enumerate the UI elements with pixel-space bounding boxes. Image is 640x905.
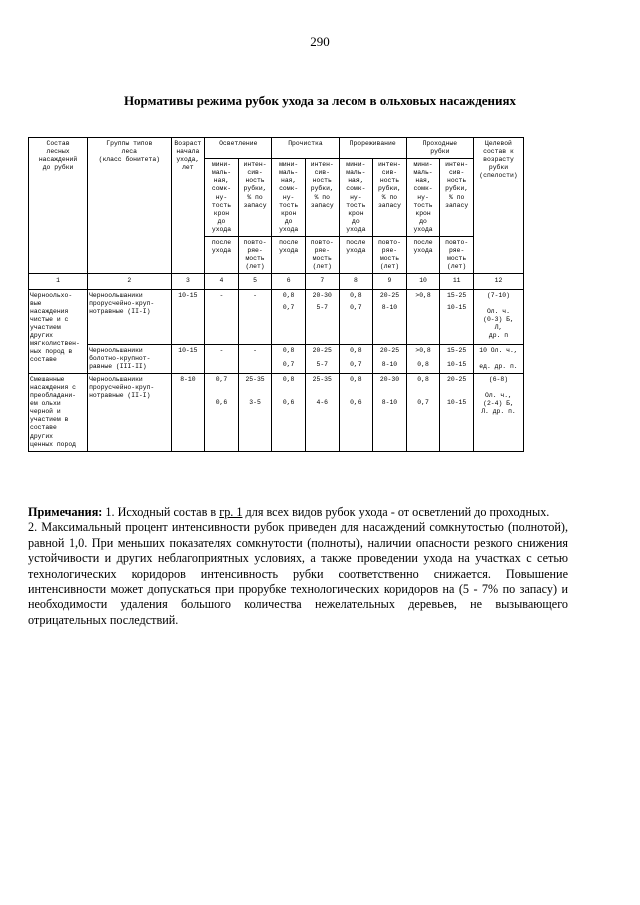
column-number: 11 [440,274,474,289]
header-age: Возраст начала ухода, лет [171,138,205,274]
column-number: 9 [373,274,407,289]
header-prokhodnye: Проходные рубки [406,138,473,159]
header-after: после ухода [339,237,373,274]
cell-value: 8-10 [373,397,407,452]
column-number: 5 [238,274,272,289]
header-repeat: повто- ряе- мость (лет) [238,237,272,274]
cell-value: 8-10 [373,302,407,345]
cell-value: 20-25 [440,373,474,396]
table-row [29,373,524,396]
header-after: после ухода [205,237,239,274]
cell-value [205,302,239,345]
cell-value: 25-35 [238,373,272,396]
cell-value: 0,7 [272,302,306,345]
header-composition: Состав лесных насаждений до рубки [29,138,88,274]
header-repeat: повто- ряе- мость (лет) [373,237,407,274]
cell-value [406,302,440,345]
cell-value: >0,8 [406,289,440,302]
cell-value: 0,6 [205,397,239,452]
cell-value: 0,6 [272,397,306,452]
column-number: 12 [473,274,523,289]
cell-value: 0,7 [339,302,373,345]
header-osvetlenie: Осветление [205,138,272,159]
column-number: 2 [88,274,172,289]
header-min-density: мини- маль- ная, сомк- ну- тость крон до ухода [406,159,440,237]
header-min-density: мини- маль- ная, сомк- ну- тость крон до ухода [205,159,239,237]
note-1-text: 1. Исходный состав в [102,505,220,519]
header-min-density: мини- маль- ная, сомк- ну- тость крон до ухода [272,159,306,237]
cell-value: 0,7 [272,359,306,374]
cell-group: Черноольшаники прорусчейно-круп- нотравные (II-I) [88,289,172,344]
cell-value: 20-25 [373,344,407,359]
table-header-row [29,138,524,159]
standards-table [28,137,524,452]
header-prochistka: Прочистка [272,138,339,159]
cell-value: 15-25 [440,344,474,359]
table-row [29,289,524,302]
cell-value: - [238,344,272,359]
column-number: 7 [305,274,339,289]
notes-section [28,505,568,628]
cell-group: Черноольшаники болотно-крупнот- равные (III-II) [88,344,172,373]
cell-value: 3-5 [238,397,272,452]
cell-value: 20-25 [373,289,407,302]
header-groups: Группы типов леса (класс бонитета) [88,138,172,274]
cell-value: 20-30 [305,289,339,302]
cell-value: 0,7 [339,359,373,374]
header-min-density: мини- маль- ная, сомк- ну- тость крон до ухода [339,159,373,237]
header-after: после ухода [406,237,440,274]
cell-target: (7-10) Ол. ч. (0-3) Б, Л, др. п [473,289,523,344]
cell-value: 0,8 [272,373,306,396]
cell-value: - [205,344,239,359]
cell-age: 10-15 [171,344,205,373]
cell-group: Черноольшаники прорусчейно-круп- нотравные (II-I) [88,373,172,451]
cell-value: 0,8 [272,289,306,302]
page-number: 290 [310,34,330,49]
cell-value: 8-10 [373,359,407,374]
cell-value: - [205,289,239,302]
cell-target: 10 Ол. ч., ед. др. п. [473,344,523,373]
header-repeat: повто- ряе- мость (лет) [440,237,474,274]
header-intensity: интен- сив- ность рубки, % по запасу [373,159,407,237]
header-target: Целевой состав к возрасту рубки (спелости) [473,138,523,274]
header-after: после ухода [272,237,306,274]
cell-value: 20-25 [305,344,339,359]
cell-value: 0,7 [205,373,239,396]
document-title: Нормативы режима рубок ухода за лесом в ольховых насаждениях [123,93,517,108]
cell-value: 5-7 [305,359,339,374]
cell-value: 0,8 [406,359,440,374]
column-number-row [29,274,524,289]
cell-value: 0,8 [339,289,373,302]
column-number: 10 [406,274,440,289]
cell-value: 0,8 [339,344,373,359]
cell-age: 8-10 [171,373,205,451]
cell-age: 10-15 [171,289,205,344]
column-number: 1 [29,274,88,289]
notes-label: Примечания: [28,505,103,519]
cell-value: 15-25 [440,289,474,302]
note-1 [28,505,568,520]
note-1-text-end: для всех видов рубок ухода - от осветлений до проходных. [242,505,550,519]
cell-value: >0,8 [406,344,440,359]
cell-value: - [238,289,272,302]
cell-value: 10-15 [440,302,474,345]
note-2: 2. Максимальный процент интенсивности рубок приведен для насаждений сомкнутостью (полнотой), равной 1,0. При меньших показателях сомкнутости (полноты), наличии опасности резкого снижения устойчивости и других неблагоприятных условиях, а также проведении ухода на участках с сетью технологических коридоров интенсивность рубки соответственно снижается. Повышение интенсивности может допускаться при прорубке технологических коридоров на (5 - 7% по запасу) и необходимости удаления большого количества нежелательных деревьев, не вызывающего отрицательных последствий. [28,520,568,627]
cell-value: 0,8 [272,344,306,359]
table-row [29,344,524,359]
column-reference-link[interactable]: гр. 1 [219,505,243,519]
column-number: 8 [339,274,373,289]
cell-value: 5-7 [305,302,339,345]
cell-target: (6-8) Ол. ч., (2-4) Б, Л. др. п. [473,373,523,451]
column-number: 6 [272,274,306,289]
cell-composition: Черноольхо- вые насаждения чистые и с участием других мягколиствен- ных пород в составе [29,289,88,373]
header-prorezhivanie: Прореживание [339,138,406,159]
cell-value: 25-35 [305,373,339,396]
cell-value [238,302,272,345]
header-intensity: интен- сив- ность рубки, % по запасу [440,159,474,237]
cell-value: 0,7 [406,397,440,452]
column-number: 4 [205,274,239,289]
cell-value: 4-6 [305,397,339,452]
header-intensity: интен- сив- ность рубки, % по запасу [305,159,339,237]
cell-value [205,359,239,374]
cell-value: 0,8 [406,373,440,396]
cell-value: 10-15 [440,359,474,374]
cell-value [238,359,272,374]
header-intensity: интен- сив- ность рубки, % по запасу [238,159,272,237]
cell-value: 20-30 [373,373,407,396]
cell-value: 10-15 [440,397,474,452]
cell-value: 0,8 [339,373,373,396]
header-repeat: повто- ряе- мость (лет) [305,237,339,274]
column-number: 3 [171,274,205,289]
cell-composition: Смешанные насаждения с преобладани- ем ольхи черной и участием в составе других ценных пород [29,373,88,451]
cell-value: 0,6 [339,397,373,452]
